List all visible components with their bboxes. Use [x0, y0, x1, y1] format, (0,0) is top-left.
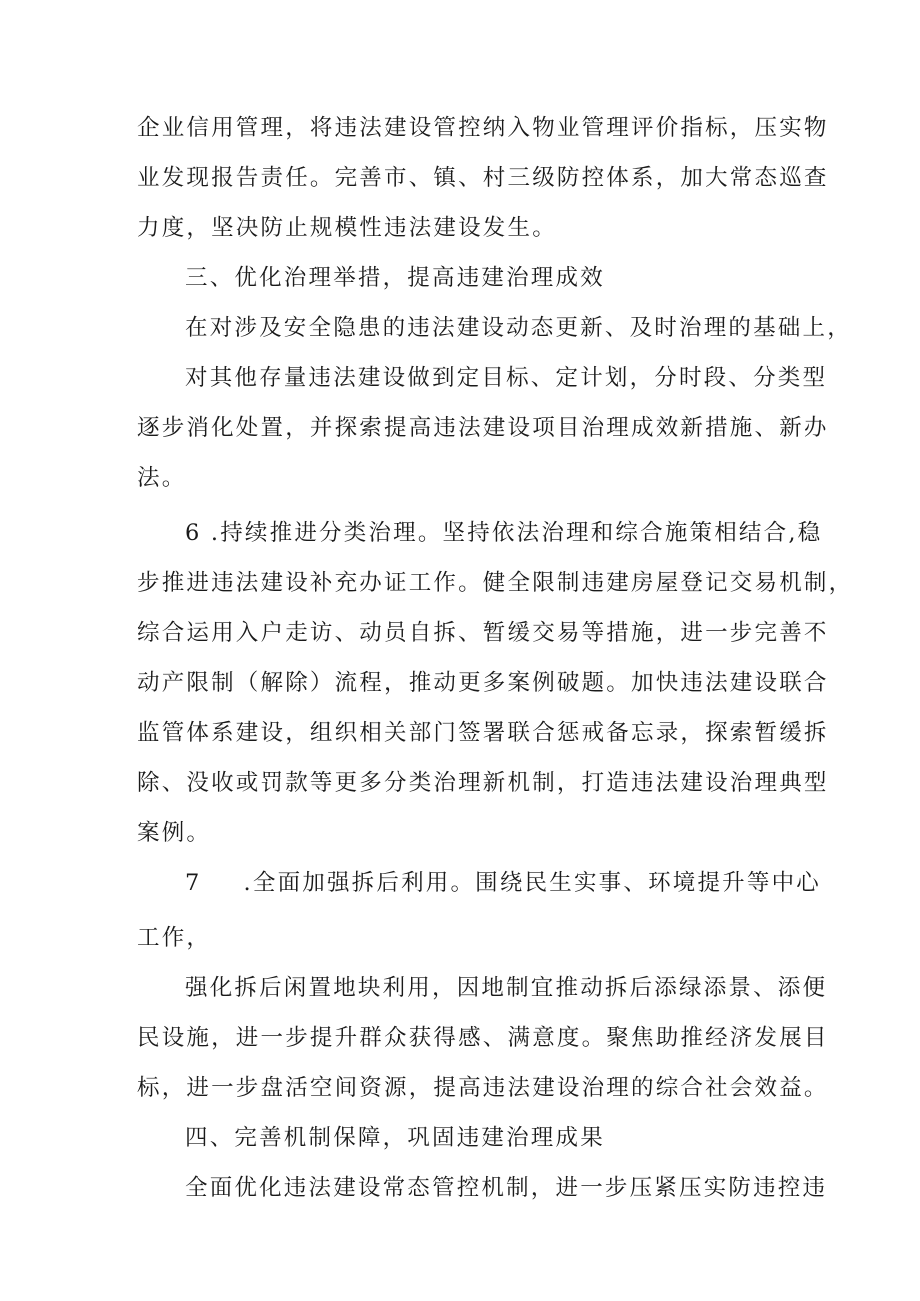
paragraph-line: 对其他存量违法建设做到定目标、定计划，分时段、分类型: [185, 365, 828, 391]
paragraph-line: 民设施，进一步提升群众获得感、满意度。聚焦助推经济发展目: [137, 1025, 829, 1051]
paragraph-line: 强化拆后闲置地块利用，因地制宜推动拆后添绿添景、添便: [185, 975, 828, 1001]
paragraph-line: 案例。: [137, 820, 212, 846]
paragraph-line: 企业信用管理，将违法建设管控纳入物业管理评价指标，压实物: [137, 115, 829, 141]
paragraph-line: 法。: [137, 465, 187, 491]
paragraph-line: 全面优化违法建设常态管控机制，进一步压紧压实防违控违: [185, 1175, 828, 1201]
paragraph-line: 步推进违法建设补充办证工作。健全限制违建房屋登记交易机制，: [137, 570, 854, 596]
section-heading: 三、优化治理举措，提高违建治理成效: [185, 265, 605, 291]
paragraph-line: 动产限制（解除）流程，推动更多案例破题。加快违法建设联合: [137, 670, 829, 696]
paragraph-line: [185, 865, 821, 901]
paragraph-line: 力度，坚决防止规模性违法建设发生。: [137, 215, 557, 241]
section-heading: 四、完善机制保障，巩固违建治理成果: [185, 1125, 605, 1151]
paragraph-line: 工作，: [137, 925, 212, 951]
paragraph-line: 综合运用入户走访、动员自拆、暂缓交易等措施，进一步完善不: [137, 620, 829, 646]
item-number: 7: [185, 870, 202, 896]
paragraph-line: 业发现报告责任。完善市、镇、村三级防控体系，加大常态巡查: [137, 165, 829, 191]
paragraph-line: 监管体系建设，组织相关部门签署联合惩戒备忘录，探索暂缓拆: [137, 720, 829, 746]
paragraph-line: 标，进一步盘活空间资源，提高违法建设治理的综合社会效益。: [137, 1075, 829, 1101]
paragraph-line: 6 .持续推进分类治理。坚持依法治理和综合施策相结合,稳: [185, 520, 823, 546]
item-text: .全面加强拆后利用。围绕民生实事、环境提升等中心: [243, 870, 821, 896]
paragraph-line: 逐步消化处置，并探索提高违法建设项目治理成效新措施、新办: [137, 415, 829, 441]
paragraph-line: 除、没收或罚款等更多分类治理新机制，打造违法建设治理典型: [137, 770, 829, 796]
paragraph-line: 在对涉及安全隐患的违法建设动态更新、及时治理的基础上，: [185, 315, 852, 341]
